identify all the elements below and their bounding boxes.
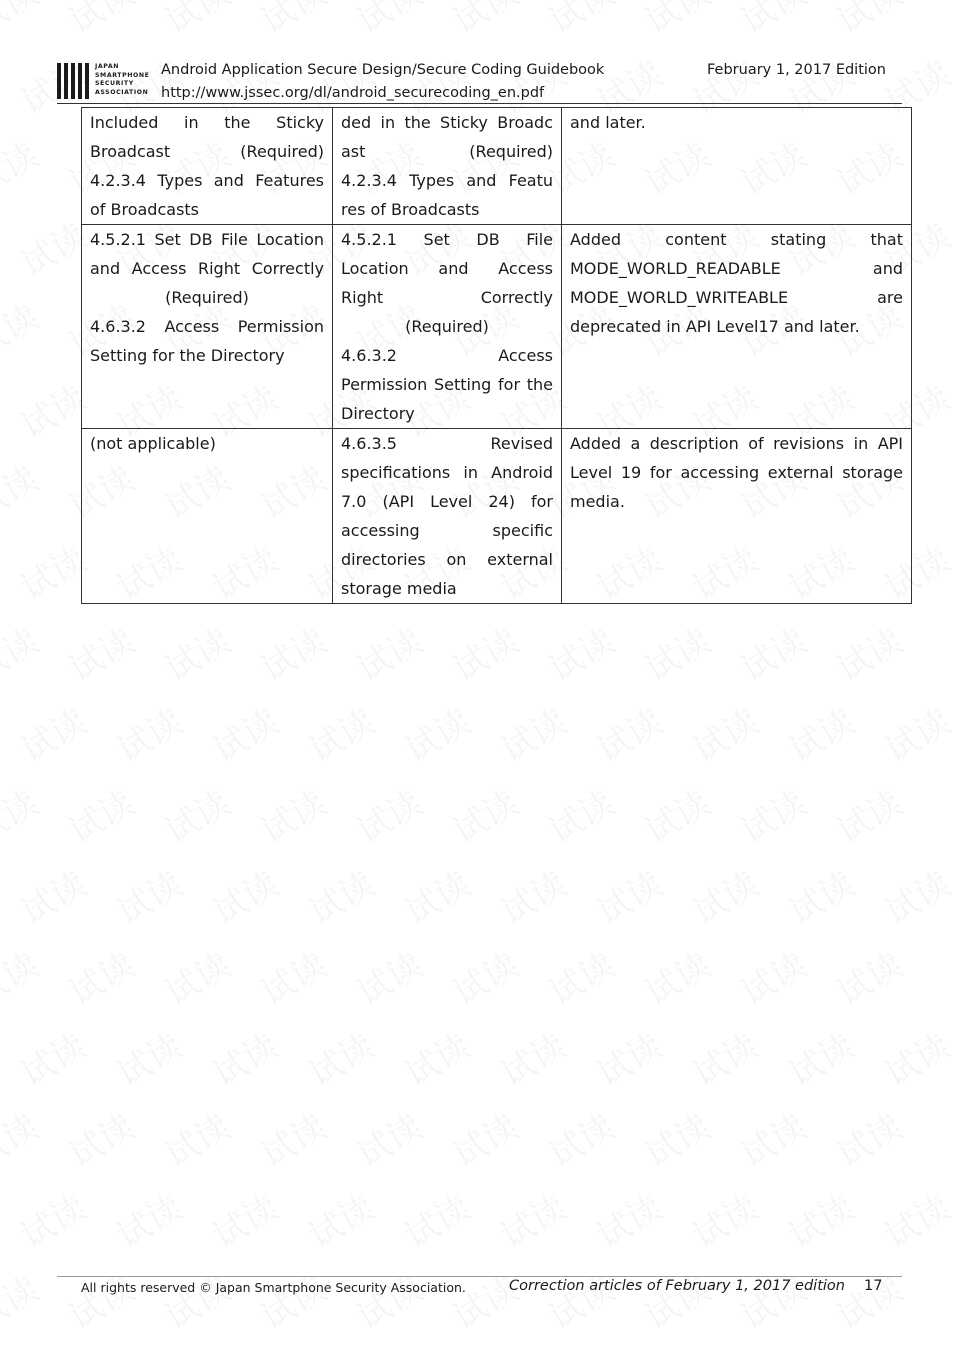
watermark-mark	[634, 0, 717, 43]
cell-text-line: 4.6.3.2 Access Permission	[90, 317, 324, 336]
watermark-mark	[778, 1019, 861, 1095]
copyright-notice: All rights reserved © Japan Smartphone Security Association.	[81, 1280, 466, 1295]
watermark-mark	[682, 857, 765, 933]
watermark-mark	[202, 1181, 285, 1257]
watermark-mark	[682, 695, 765, 771]
watermark-mark	[826, 0, 909, 43]
watermark-mark	[874, 857, 957, 933]
watermark-mark	[826, 1262, 909, 1338]
watermark-mark	[826, 938, 909, 1014]
watermark-mark	[490, 695, 573, 771]
watermark-mark	[346, 0, 429, 43]
watermark-mark	[346, 1100, 429, 1176]
cell-text-line: Included in the Sticky	[90, 113, 324, 132]
watermark-mark	[10, 1019, 93, 1095]
corrections-table-body	[82, 108, 912, 604]
table-row	[82, 225, 912, 429]
watermark-mark	[586, 857, 669, 933]
watermark-mark	[298, 1019, 381, 1095]
cell-text-line: ast (Required)	[341, 142, 553, 161]
watermark-mark	[730, 1100, 813, 1176]
table-row	[82, 108, 912, 225]
watermark-mark	[586, 1019, 669, 1095]
watermark-mark	[154, 0, 237, 43]
cell-text-line: (Required)	[165, 288, 249, 307]
watermark-mark	[250, 1262, 333, 1338]
watermark-mark	[394, 1181, 477, 1257]
page-number: 17	[864, 1278, 883, 1294]
watermark-mark	[58, 1100, 141, 1176]
watermark-mark	[202, 695, 285, 771]
watermark-mark	[0, 1100, 46, 1176]
watermark-mark	[346, 938, 429, 1014]
table-cell-col3	[562, 108, 912, 225]
cell-text-line: Directory	[341, 404, 415, 423]
cell-text-line: Level 19 for accessing external storage	[570, 463, 903, 482]
watermark-mark	[442, 1262, 525, 1338]
watermark-mark	[250, 938, 333, 1014]
cell-text-line: MODE_WORLD_WRITEABLE are	[570, 288, 903, 307]
cell-text-line: Broadcast (Required)	[90, 142, 324, 161]
watermark-mark	[682, 1019, 765, 1095]
watermark-mark	[538, 938, 621, 1014]
watermark-mark	[730, 938, 813, 1014]
watermark-mark	[202, 857, 285, 933]
watermark-mark	[538, 614, 621, 690]
cell-text-line: (not applicable)	[90, 434, 216, 453]
watermark-mark	[250, 0, 333, 43]
watermark-mark	[0, 614, 46, 690]
table-cell-col2	[333, 225, 562, 429]
watermark-mark	[346, 1262, 429, 1338]
table-cell-col1	[82, 225, 333, 429]
watermark-mark	[490, 857, 573, 933]
logo-bars-icon	[57, 61, 91, 101]
watermark-mark	[634, 1100, 717, 1176]
watermark-mark	[634, 1262, 717, 1338]
watermark-mark	[0, 776, 46, 852]
watermark-mark	[442, 1100, 525, 1176]
cell-text-line: and Access Right Correctly	[90, 259, 324, 278]
watermark-mark	[586, 1181, 669, 1257]
header-divider	[57, 103, 902, 104]
watermark-mark	[538, 776, 621, 852]
watermark-mark	[442, 938, 525, 1014]
cell-text-line: MODE_WORLD_READABLE and	[570, 259, 903, 278]
watermark-mark	[442, 0, 525, 43]
watermark-mark	[202, 1019, 285, 1095]
cell-text-line: accessing specific	[341, 521, 553, 540]
watermark-mark	[106, 1181, 189, 1257]
watermark-mark	[394, 1019, 477, 1095]
watermark-mark	[0, 0, 46, 43]
document-title: Android Application Secure Design/Secure Coding Guidebook	[161, 62, 605, 78]
cell-text-line: deprecated in API Level17 and later.	[570, 317, 860, 336]
cell-text-line: 4.2.3.4 Types and Featu	[341, 171, 553, 190]
watermark-mark	[394, 695, 477, 771]
watermark-mark	[58, 614, 141, 690]
watermark-mark	[106, 857, 189, 933]
watermark-mark	[538, 1262, 621, 1338]
watermark-mark	[154, 776, 237, 852]
cell-text-line: specifications in Android	[341, 463, 553, 482]
table-cell-col1	[82, 108, 333, 225]
watermark-mark	[0, 290, 46, 366]
cell-text-line: 4.6.3.5 Revised	[341, 434, 553, 453]
watermark-mark	[250, 776, 333, 852]
cell-text-line: 4.6.3.2 Access	[341, 346, 553, 365]
watermark-mark	[442, 614, 525, 690]
document-url: http://www.jssec.org/dl/android_securecoding_en.pdf	[161, 85, 545, 101]
table-row	[82, 429, 912, 604]
watermark-mark	[0, 452, 46, 528]
watermark-mark	[10, 1181, 93, 1257]
watermark-mark	[874, 695, 957, 771]
watermark-mark	[154, 1100, 237, 1176]
cell-text-line: Added a description of revisions in API	[570, 434, 903, 453]
watermark-mark	[442, 776, 525, 852]
cell-text-line: ded in the Sticky Broadc	[341, 113, 553, 132]
watermark-mark	[10, 857, 93, 933]
watermark-mark	[682, 1181, 765, 1257]
watermark-mark	[298, 1181, 381, 1257]
watermark-mark	[634, 776, 717, 852]
footer-divider	[57, 1276, 902, 1277]
watermark-mark	[538, 1100, 621, 1176]
cell-text-line: Permission Setting for the	[341, 375, 553, 394]
table-cell-col1	[82, 429, 333, 604]
watermark-mark	[730, 1262, 813, 1338]
watermark-mark	[154, 1262, 237, 1338]
watermark-mark	[346, 776, 429, 852]
cell-text-line: media.	[570, 492, 625, 511]
watermark-mark	[58, 938, 141, 1014]
cell-text-line: of Broadcasts	[90, 200, 200, 219]
watermark-mark	[154, 938, 237, 1014]
watermark-mark	[826, 1100, 909, 1176]
cell-text-line: and later.	[570, 113, 646, 132]
cell-text-line: 4.5.2.1 Set DB File	[341, 230, 553, 249]
watermark-mark	[298, 857, 381, 933]
logo-wordmark: JAPAN SMARTPHONE SECURITY ASSOCIATION	[95, 63, 150, 96]
cell-text-line: Right Correctly	[341, 288, 553, 307]
table-cell-col2	[333, 108, 562, 225]
watermark-mark	[58, 0, 141, 43]
watermark-mark	[730, 614, 813, 690]
watermark-mark	[778, 695, 861, 771]
watermark-mark	[538, 0, 621, 43]
watermark-mark	[490, 1019, 573, 1095]
cell-text-line: directories on external	[341, 550, 553, 569]
watermark-mark	[346, 614, 429, 690]
watermark-mark	[826, 776, 909, 852]
watermark-mark	[778, 857, 861, 933]
watermark-mark	[730, 776, 813, 852]
watermark-mark	[826, 614, 909, 690]
watermark-mark	[634, 614, 717, 690]
cell-text-line: Added content stating that	[570, 230, 903, 249]
watermark-mark	[874, 1019, 957, 1095]
watermark-mark	[58, 776, 141, 852]
cell-text-line: Setting for the Directory	[90, 346, 285, 365]
cell-text-line: Location and Access	[341, 259, 553, 278]
watermark-mark	[730, 0, 813, 43]
watermark-mark	[58, 1262, 141, 1338]
watermark-mark	[586, 695, 669, 771]
watermark-mark	[490, 1181, 573, 1257]
section-title: Correction articles of February 1, 2017 edition	[509, 1278, 845, 1294]
table-cell-col2	[333, 429, 562, 604]
table-cell-col3	[562, 429, 912, 604]
corrections-table	[81, 107, 912, 604]
watermark-mark	[634, 938, 717, 1014]
jssec-logo	[57, 61, 157, 101]
watermark-mark	[298, 695, 381, 771]
watermark-mark	[0, 1262, 46, 1338]
cell-text-line: 4.2.3.4 Types and Features	[90, 171, 324, 190]
watermark-mark	[0, 938, 46, 1014]
cell-text-line: 7.0 (API Level 24) for	[341, 492, 553, 511]
watermark-mark	[250, 614, 333, 690]
watermark-mark	[250, 1100, 333, 1176]
watermark-mark	[394, 857, 477, 933]
watermark-mark	[154, 614, 237, 690]
watermark-mark	[0, 128, 46, 204]
watermark-mark	[874, 1181, 957, 1257]
watermark-mark	[106, 695, 189, 771]
edition-label: February 1, 2017 Edition	[707, 62, 886, 78]
cell-text-line: (Required)	[405, 317, 489, 336]
cell-text-line: res of Broadcasts	[341, 200, 480, 219]
watermark-mark	[10, 695, 93, 771]
cell-text-line: 4.5.2.1 Set DB File Location	[90, 230, 324, 249]
watermark-mark	[778, 1181, 861, 1257]
watermark-mark	[106, 1019, 189, 1095]
table-cell-col3	[562, 225, 912, 429]
cell-text-line: storage media	[341, 579, 457, 598]
